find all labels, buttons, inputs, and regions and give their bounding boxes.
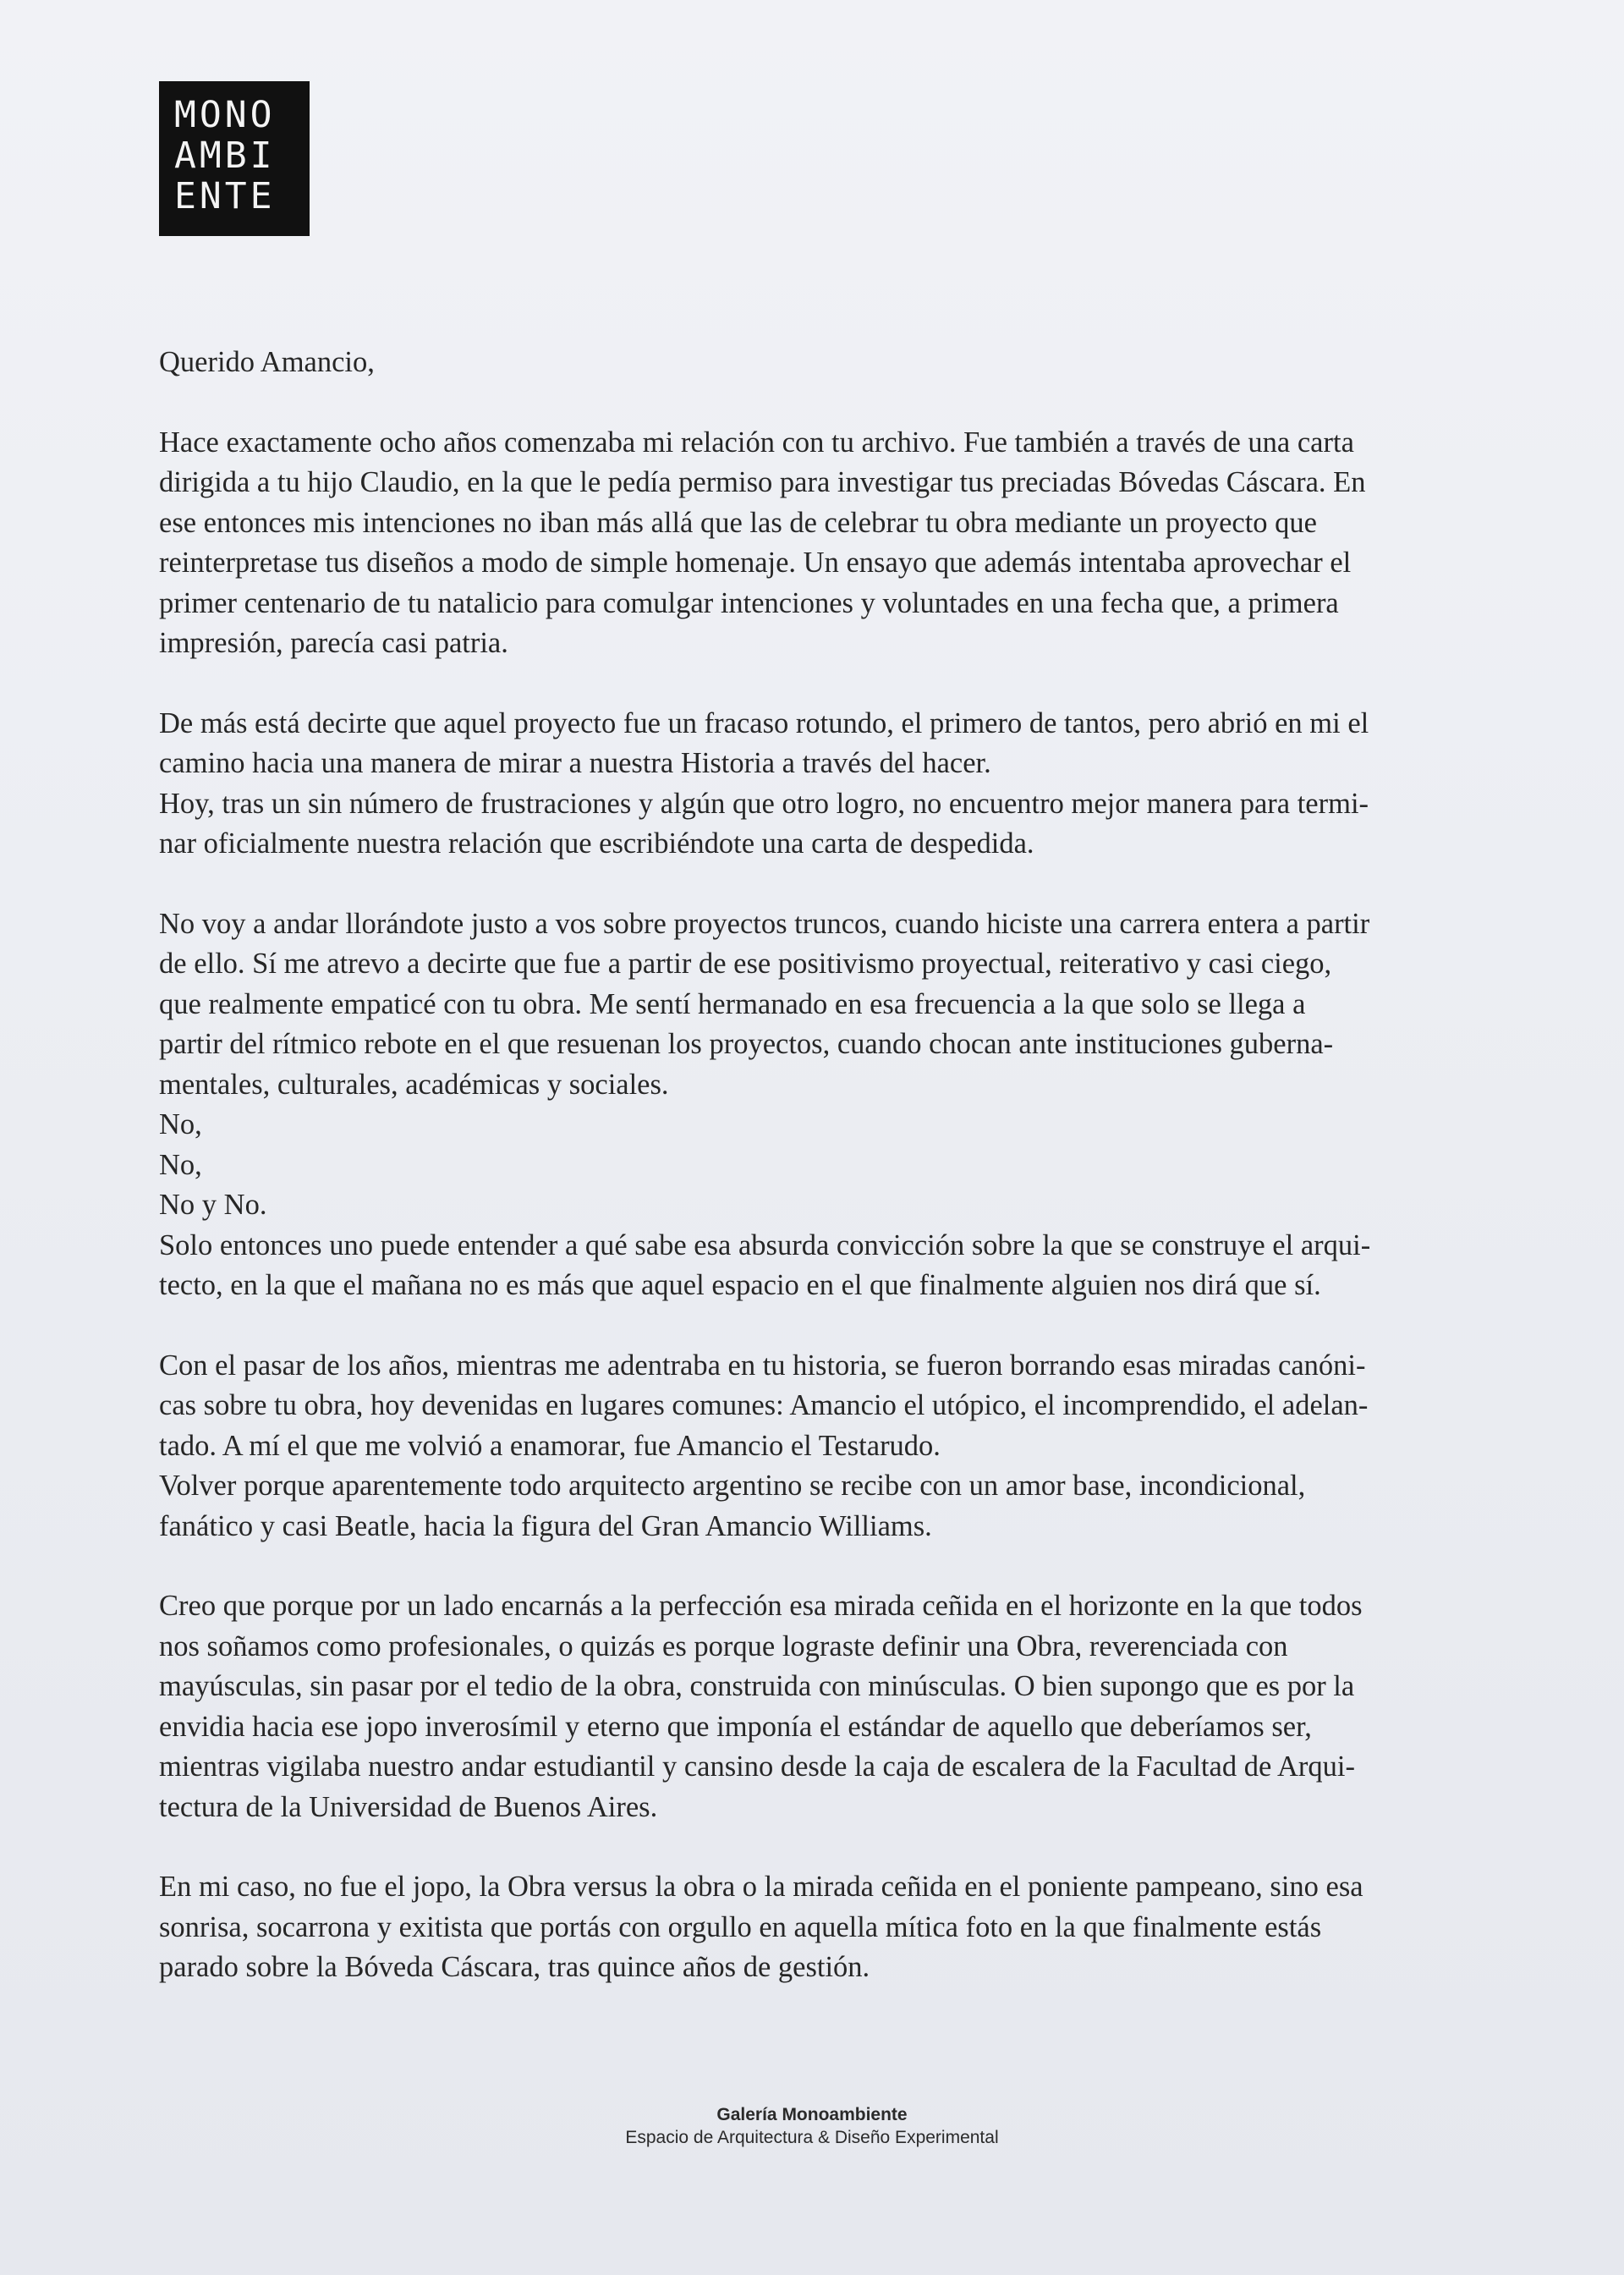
gallery-tagline: Espacio de Arquitectura & Diseño Experimental [625, 2128, 999, 2147]
footer [0, 2103, 1624, 2149]
letter-line: fanático y casi Beatle, hacia la figura del Gran Amancio Williams. [159, 1509, 932, 1542]
letter-line: mentales, culturales, académicas y sociales. [159, 1068, 669, 1101]
letter-line: camino hacia una manera de mirar a nuestra Historia a través del hacer. [159, 747, 991, 779]
letter-line: nos soñamos como profesionales, o quizás es porque lograste definir una Obra, reverenciada con [159, 1629, 1288, 1662]
letter-text [159, 423, 1546, 1988]
letter-line: impresión, parecía casi patria. [159, 627, 508, 659]
salutation: Querido Amancio, [159, 346, 375, 378]
letter-line: cas sobre tu obra, hoy devenidas en lugares comunes: Amancio el utópico, el incomprendido, el adelan- [159, 1389, 1369, 1421]
letter-line: No y No. [159, 1189, 267, 1221]
letter-line: partir del rítmico rebote en el que resuenan los proyectos, cuando chocan ante instituciones guberna- [159, 1028, 1334, 1060]
paragraph-gap [159, 1827, 1546, 1867]
letter-line: ese entonces mis intenciones no iban más allá que las de celebrar tu obra mediante un proyecto que [159, 506, 1317, 539]
letter-line: No, [159, 1108, 202, 1140]
letter-line: No, [159, 1148, 202, 1181]
paragraph-gap [159, 383, 1546, 423]
letter-line: sonrisa, socarrona y exitista que portás con orgullo en aquella mítica foto en la que finalmente estás [159, 1910, 1322, 1943]
letter-line: nar oficialmente nuestra relación que escribiéndote una carta de despedida. [159, 827, 1034, 860]
letter-line: Volver porque aparentemente todo arquitecto argentino se recibe con un amor base, incondicional, [159, 1470, 1306, 1502]
letter-line: Hoy, tras un sin número de frustraciones y algún que otro logro, no encuentro mejor manera para termi- [159, 787, 1369, 820]
letter-line: que realmente empaticé con tu obra. Me sentí hermanado en esa frecuencia a la que solo se llega a [159, 987, 1306, 1020]
paragraph-gap [159, 1306, 1546, 1346]
letter-line: tado. A mí el que me volvió a enamorar, fue Amancio el Testarudo. [159, 1429, 941, 1462]
letter-line: Hace exactamente ocho años comenzaba mi relación con tu archivo. Fue también a través de una carta [159, 426, 1354, 459]
letter-line: envidia hacia ese jopo inverosímil y eterno que imponía el estándar de aquello que deberíamos ser, [159, 1710, 1312, 1743]
logo-line-2: AMBI [174, 135, 276, 177]
gallery-name: Galería Monoambiente [716, 2105, 908, 2124]
letter-line: Creo que porque por un lado encarnás a la perfección esa mirada ceñida en el horizonte en la que todos [159, 1590, 1363, 1622]
letter-body [159, 343, 1546, 1988]
letter-line: mayúsculas, sin pasar por el tedio de la obra, construida con minúsculas. O bien supongo que es por la [159, 1670, 1355, 1702]
letter-line: mientras vigilaba nuestro andar estudiantil y cansino desde la caja de escalera de la Facultad de Arqui- [159, 1750, 1355, 1783]
letter-line: De más está decirte que aquel proyecto fue un fracaso rotundo, el primero de tantos, pero abrió en mi el [159, 706, 1369, 739]
letter-line: En mi caso, no fue el jopo, la Obra versus la obra o la mirada ceñida en el poniente pampeano, sino esa [159, 1871, 1363, 1903]
letter-line: Con el pasar de los años, mientras me adentraba en tu historia, se fueron borrando esas miradas canóni- [159, 1349, 1366, 1382]
letter-line: No voy a andar llorándote justo a vos sobre proyectos truncos, cuando hiciste una carrera entera a partir [159, 907, 1370, 940]
monoambiente-logo [159, 81, 310, 236]
letter-line: parado sobre la Bóveda Cáscara, tras quince años de gestión. [159, 1951, 870, 1983]
letter-line: de ello. Sí me atrevo a decirte que fue a partir de ese positivismo proyectual, reiterativo y casi ciego, [159, 948, 1332, 980]
letter-line: dirigida a tu hijo Claudio, en la que le pedía permiso para investigar tus preciadas Bóvedas Cáscara. En [159, 466, 1366, 498]
letter-line: tecto, en la que el mañana no es más que aquel espacio en el que finalmente alguien nos dirá que sí. [159, 1269, 1321, 1301]
letter-line: primer centenario de tu natalicio para comulgar intenciones y voluntades en una fecha que, a primera [159, 586, 1339, 619]
letter-line: reinterpretase tus diseños a modo de simple homenaje. Un ensayo que además intentaba aprovechar el [159, 547, 1352, 579]
paragraph-gap [159, 664, 1546, 704]
paragraph-gap [159, 1547, 1546, 1586]
paragraph-gap [159, 865, 1546, 904]
logo-line-3: ENTE [174, 175, 276, 217]
letter-line: tectura de la Universidad de Buenos Aires. [159, 1790, 658, 1823]
logo-line-1: MONO [174, 94, 276, 136]
letter-line: Solo entonces uno puede entender a qué sabe esa absurda convicción sobre la que se construye el arqui- [159, 1228, 1371, 1261]
